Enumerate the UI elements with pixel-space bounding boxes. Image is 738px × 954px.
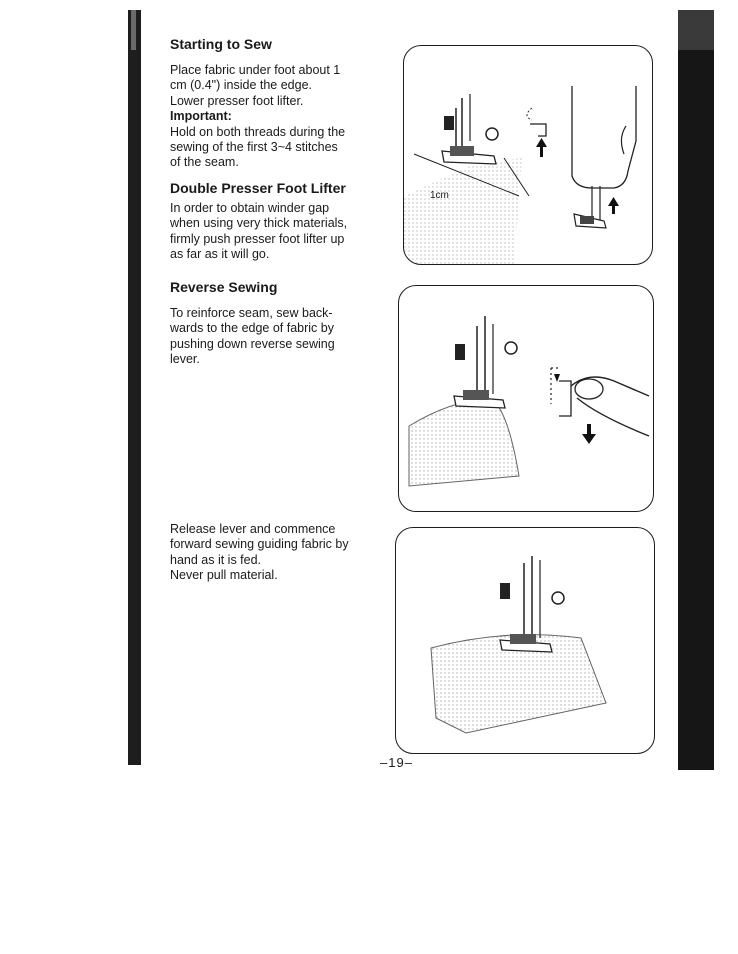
section-reverse-sewing <box>170 279 375 368</box>
left-scan-edge <box>128 10 141 765</box>
section-title: Reverse Sewing <box>170 279 278 295</box>
section-release-lever <box>170 522 375 584</box>
figure-reverse-sewing-lever <box>398 285 654 512</box>
paragraph-line: cm (0.4") inside the edge. <box>170 78 313 93</box>
paragraph-line: Place fabric under foot about 1 <box>170 63 341 77</box>
paragraph-line: In order to obtain winder gap <box>170 201 330 215</box>
paragraph-line: wards to the edge of fabric by <box>170 321 334 336</box>
paragraph-line: of the seam. <box>170 155 239 170</box>
page-number: –19– <box>380 755 413 770</box>
paragraph-line: sewing of the first 3~4 stitches <box>170 140 338 155</box>
paragraph-line: firmly push presser foot lifter up <box>170 231 345 246</box>
paragraph-line: hand as it is fed. <box>170 552 262 567</box>
section-starting-to-sew <box>170 36 375 171</box>
measure-label: 1cm <box>430 190 449 201</box>
paragraph-line: Hold on both threads during the <box>170 124 346 139</box>
paragraph-line: lever. <box>170 352 200 367</box>
paragraph-line: Release lever and commence <box>170 522 336 536</box>
right-scan-edge-highlight <box>678 10 714 50</box>
section-title: Double Presser Foot Lifter <box>170 180 346 196</box>
important-label: Important: <box>170 109 232 124</box>
paragraph-line: forward sewing guiding fabric by <box>170 537 349 552</box>
section-title: Starting to Sew <box>170 36 272 52</box>
paragraph-line: pushing down reverse sewing <box>170 336 335 351</box>
paragraph-line: as far as it will go. <box>170 247 270 262</box>
figure-forward-sewing <box>395 527 655 754</box>
paragraph-line: when using very thick materials, <box>170 216 348 231</box>
left-scan-edge-highlight <box>131 10 136 50</box>
figure-presser-foot-lifter <box>403 45 653 265</box>
paragraph-line: Never pull material. <box>170 568 278 583</box>
paragraph-line: To reinforce seam, sew back- <box>170 306 333 320</box>
paragraph-line: Lower presser foot lifter. <box>170 93 304 108</box>
right-scan-edge <box>678 10 714 770</box>
section-double-presser-foot-lifter <box>170 180 375 263</box>
